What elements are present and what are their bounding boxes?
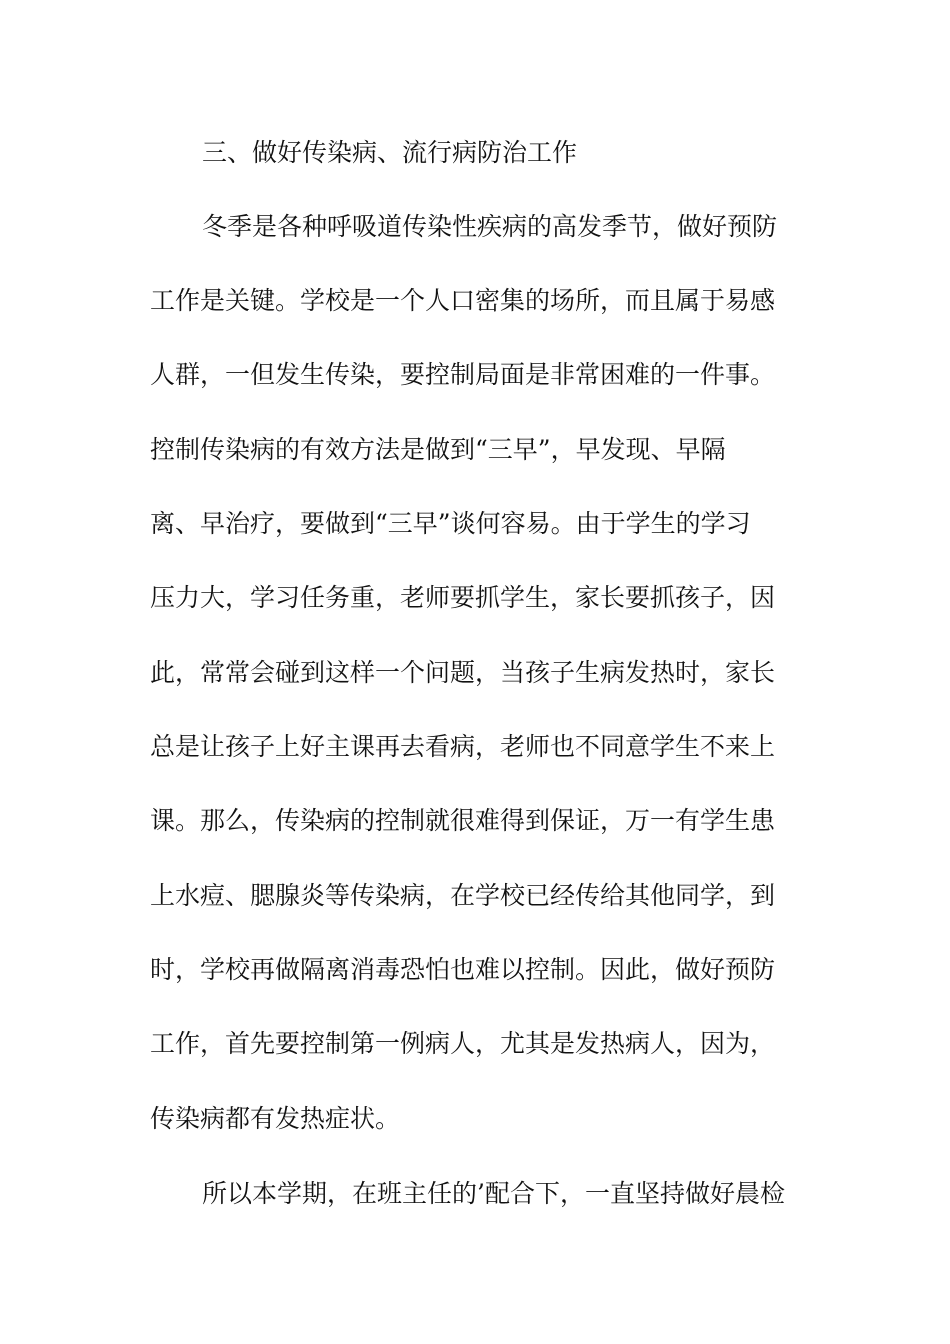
paragraph-line: 控制传染病的有效方法是做到“三早”，早发现、早隔 xyxy=(150,435,726,464)
paragraph-line: 课。那么，传染病的控制就很难得到保证，万一有学生患 xyxy=(150,806,776,835)
paragraph-line: 人群，一但发生传染，要控制局面是非常困难的一件事。 xyxy=(150,360,776,389)
paragraph-line: 离、早治疗，要做到“三早”谈何容易。由于学生的学习 xyxy=(150,509,751,538)
paragraph-line: 上水痘、腮腺炎等传染病，在学校已经传给其他同学，到 xyxy=(150,881,776,910)
paragraph-line: 时，学校再做隔离消毒恐怕也难以控制。因此，做好预防 xyxy=(150,955,776,984)
paragraph-line: 压力大，学习任务重，老师要抓学生，家长要抓孩子，因 xyxy=(150,583,776,612)
paragraph-line: 总是让孩子上好主课再去看病，老师也不同意学生不来上 xyxy=(150,732,776,761)
paragraph-line: 传染病都有发热症状。 xyxy=(150,1104,401,1133)
paragraph-line: 工作，首先要控制第一例病人，尤其是发热病人，因为， xyxy=(150,1029,776,1058)
paragraph-line: 冬季是各种呼吸道传染性疾病的高发季节，做好预防 xyxy=(202,212,778,241)
paragraph-line: 所以本学期，在班主任的’配合下，一直坚持做好晨检 xyxy=(202,1179,785,1208)
paragraph-line: 工作是关键。学校是一个人口密集的场所，而且属于易感 xyxy=(150,286,776,315)
section-heading: 三、做好传染病、流行病防治工作 xyxy=(202,138,578,167)
paragraph-line: 此，常常会碰到这样一个问题，当孩子生病发热时，家长 xyxy=(150,658,776,687)
